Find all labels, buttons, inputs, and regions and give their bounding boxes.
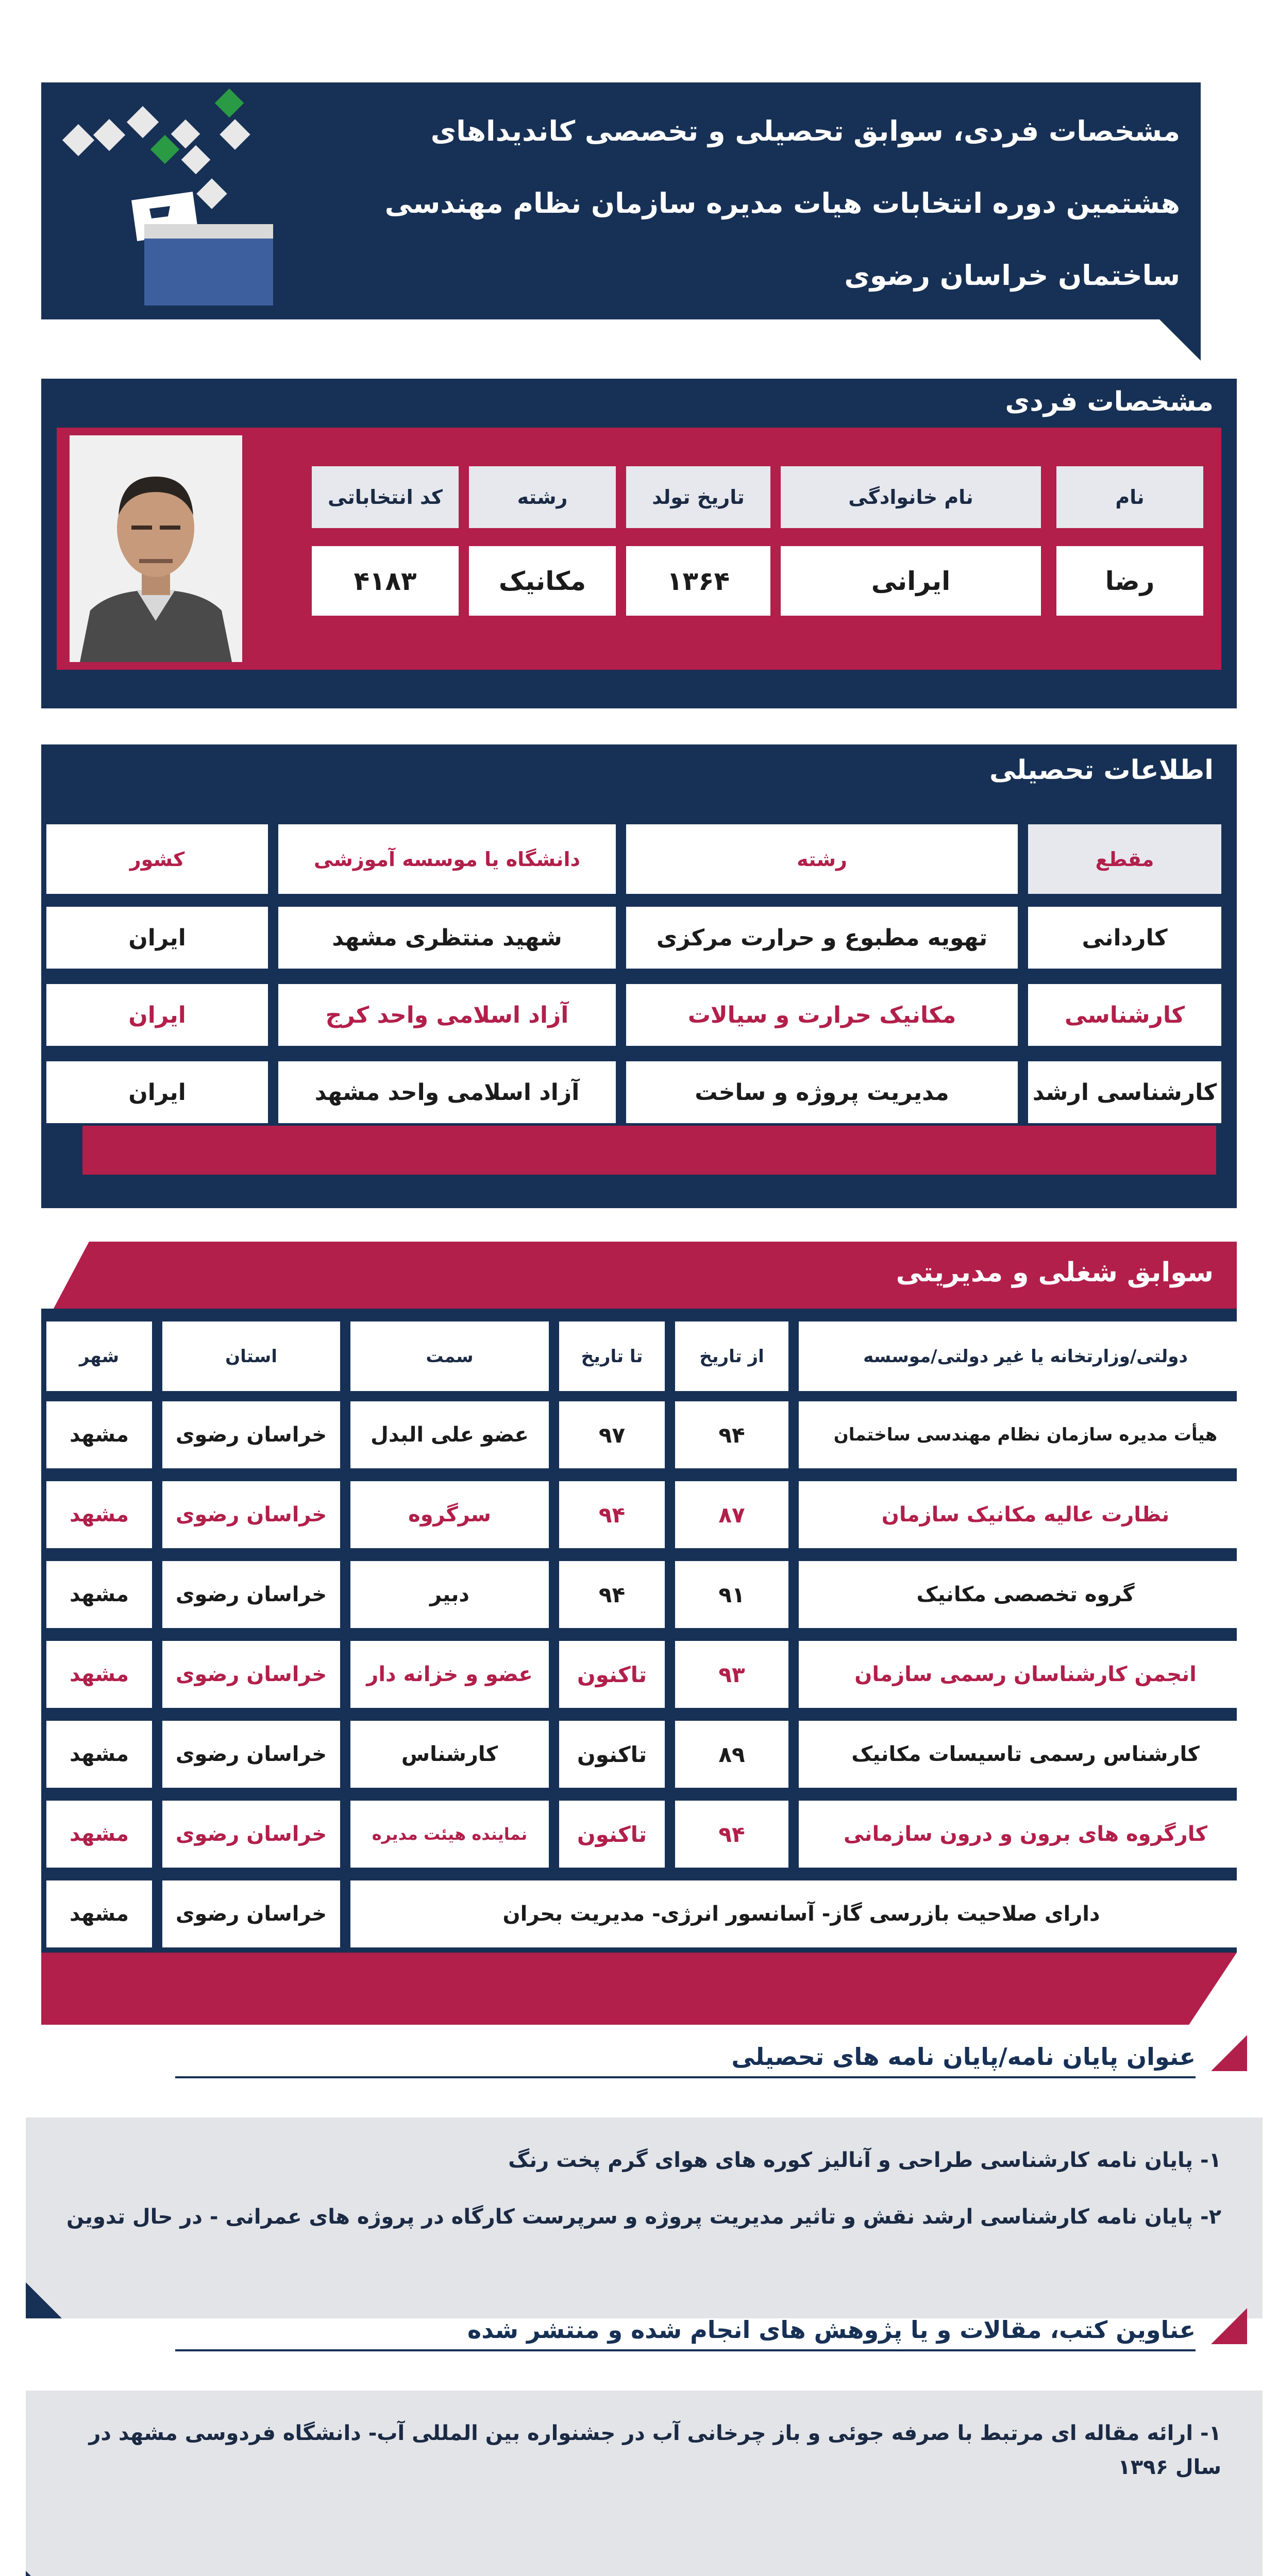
career-row-6-position: نماینده هیئت مدیره [350, 1801, 549, 1868]
education-row-3-university: آزاد اسلامی واحد مشهد [278, 1061, 616, 1123]
career-header-city: شهر [46, 1321, 152, 1391]
career-row-6-city: مشهد [46, 1801, 152, 1868]
thesis-item-1: ۱- پایان نامه کارشناسی طراحی و آنالیز کوره های هوای گرم پخت رنگ [508, 2148, 1221, 2172]
personal-value-last-name: ایرانی [781, 546, 1041, 616]
education-row-1-university: شهید منتظری مشهد [278, 907, 616, 969]
education-row-1-field: تهویه مطبوع و حرارت مرکزی [626, 907, 1018, 969]
thesis-title-rule [175, 2076, 1196, 2078]
publications-box-corner [26, 2571, 62, 2576]
career-row-3-province: خراسان رضوی [162, 1561, 340, 1628]
career-row-3-city: مشهد [46, 1561, 152, 1628]
personal-section-title: مشخصات فردی [1005, 386, 1214, 417]
career-row-7-province: خراسان رضوی [162, 1880, 340, 1947]
education-row-1-degree: کاردانی [1028, 907, 1221, 969]
publications-title-marker [1211, 2308, 1247, 2344]
education-row-2-country: ایران [46, 984, 268, 1046]
career-row-5-from: ۸۹ [675, 1721, 788, 1788]
career-row-6-from: ۹۴ [675, 1801, 788, 1868]
education-row-3-degree: کارشناسی ارشد [1028, 1061, 1221, 1123]
career-row-4-organization: انجمن کارشناسان رسمی سازمان [799, 1641, 1252, 1708]
career-row-7-text: دارای صلاحیت بازرسی گاز- آسانسور انرژی- مدیریت بحران [350, 1880, 1252, 1947]
personal-header-field: رشته [469, 466, 616, 528]
career-row-3-to: ۹۴ [559, 1561, 665, 1628]
career-row-1-from: ۹۴ [675, 1401, 788, 1468]
career-header-to: تا تاریخ [559, 1321, 665, 1391]
career-row-4-from: ۹۳ [675, 1641, 788, 1708]
header-title-line-3: ساختمان خراسان رضوی [844, 259, 1180, 292]
career-row-1-position: عضو علی البدل [350, 1401, 549, 1468]
header-title-line-1: مشخصات فردی، سوابق تحصیلی و تخصصی کاندیداهای [430, 115, 1180, 147]
personal-header-last-name: نام خانوادگی [781, 466, 1041, 528]
career-row-6-organization: کارگروه های برون و درون سازمانی [799, 1801, 1252, 1868]
career-row-1-to: ۹۷ [559, 1401, 665, 1468]
education-row-2-university: آزاد اسلامی واحد کرج [278, 984, 616, 1046]
career-row-4-province: خراسان رضوی [162, 1641, 340, 1708]
career-row-2-from: ۸۷ [675, 1481, 788, 1548]
career-row-5-position: کارشناس [350, 1721, 549, 1788]
education-row-1-country: ایران [46, 907, 268, 969]
education-row-3-field: مدیریت پروژه و ساخت [626, 1061, 1018, 1123]
career-row-5-to: تاکنون [559, 1721, 665, 1788]
career-row-2-position: سرگروه [350, 1481, 549, 1548]
personal-header-election-code: کد انتخاباتی [312, 466, 459, 528]
career-header-province: استان [162, 1321, 340, 1391]
career-row-3-organization: گروه تخصصی مکانیک [799, 1561, 1252, 1628]
header-banner-tail [1159, 319, 1201, 361]
personal-header-first-name: نام [1056, 466, 1203, 528]
career-row-5-city: مشهد [46, 1721, 152, 1788]
education-section-title: اطلاعات تحصیلی [989, 755, 1214, 786]
education-header-degree: مقطع [1028, 824, 1221, 894]
education-header-country: کشور [46, 824, 268, 894]
career-row-4-city: مشهد [46, 1641, 152, 1708]
education-row-2-field: مکانیک حرارت و سیالات [626, 984, 1018, 1046]
education-header-field: رشته [626, 824, 1018, 894]
publications-title-rule [175, 2349, 1196, 2351]
thesis-box-corner [26, 2282, 62, 2318]
career-row-5-organization: کارشناس رسمی تاسیسات مکانیک [799, 1721, 1252, 1788]
personal-value-first-name: رضا [1056, 546, 1203, 616]
career-row-4-position: عضو و خزانه دار [350, 1641, 549, 1708]
career-row-2-province: خراسان رضوی [162, 1481, 340, 1548]
career-section-title: سوابق شغلی و مدیریتی [896, 1257, 1214, 1288]
career-bottom-band [41, 1953, 1237, 2025]
career-header-position: سمت [350, 1321, 549, 1391]
personal-value-birth-date: ۱۳۶۴ [626, 546, 770, 616]
education-bottom-band [82, 1126, 1216, 1175]
career-row-3-from: ۹۱ [675, 1561, 788, 1628]
career-row-2-to: ۹۴ [559, 1481, 665, 1548]
career-row-5-province: خراسان رضوی [162, 1721, 340, 1788]
career-row-7-city: مشهد [46, 1880, 152, 1947]
personal-value-election-code: ۴۱۸۳ [312, 546, 459, 616]
publications-box [26, 2391, 1263, 2576]
education-header-university: دانشگاه یا موسسه آموزشی [278, 824, 616, 894]
ballot-box-icon [46, 88, 335, 314]
career-row-3-position: دبیر [350, 1561, 549, 1628]
career-row-6-to: تاکنون [559, 1801, 665, 1868]
header-title-line-2: هشتمین دوره انتخابات هیات مدیره سازمان نظام مهندسی [384, 187, 1180, 219]
career-row-2-city: مشهد [46, 1481, 152, 1548]
career-row-6-province: خراسان رضوی [162, 1801, 340, 1868]
thesis-box [26, 2117, 1263, 2318]
education-row-2-degree: کارشناسی [1028, 984, 1221, 1046]
header-title [361, 95, 1180, 312]
career-header-from: از تاریخ [675, 1321, 788, 1391]
avatar [70, 435, 242, 662]
education-row-3-country: ایران [46, 1061, 268, 1123]
thesis-item-2: ۲- پایان نامه کارشناسی ارشد نقش و تاثیر مدیریت پروژه و سرپرست کارگاه در پروژه های عمرانی - در حال تدوین [66, 2205, 1221, 2229]
personal-value-field: مکانیک [469, 546, 616, 616]
career-row-1-organization: هیأت مدیره سازمان نظام مهندسی ساختمان [799, 1401, 1252, 1468]
career-header-organization: دولتی/وزارتخانه یا غیر دولتی/موسسه [799, 1321, 1252, 1391]
career-row-1-city: مشهد [46, 1401, 152, 1468]
career-row-1-province: خراسان رضوی [162, 1401, 340, 1468]
thesis-title: عنوان پایان نامه/پایان نامه های تحصیلی [731, 2043, 1196, 2071]
publications-title: عناوین کتب، مقالات و یا پژوهش های انجام شده و منتشر شده [467, 2316, 1196, 2344]
personal-header-birth-date: تاریخ تولد [626, 466, 770, 528]
thesis-title-marker [1211, 2035, 1247, 2071]
career-row-2-organization: نظارت عالیه مکانیک سازمان [799, 1481, 1252, 1548]
career-row-4-to: تاکنون [559, 1641, 665, 1708]
publications-item-1: ۱- ارائه مقاله ای مرتبط با صرفه جوئی و باز چرخانی آب در جشنواره بین المللی آب- دانشگاه فردوسی مشهد در سال ۱۳۹۶ [89, 2421, 1221, 2479]
